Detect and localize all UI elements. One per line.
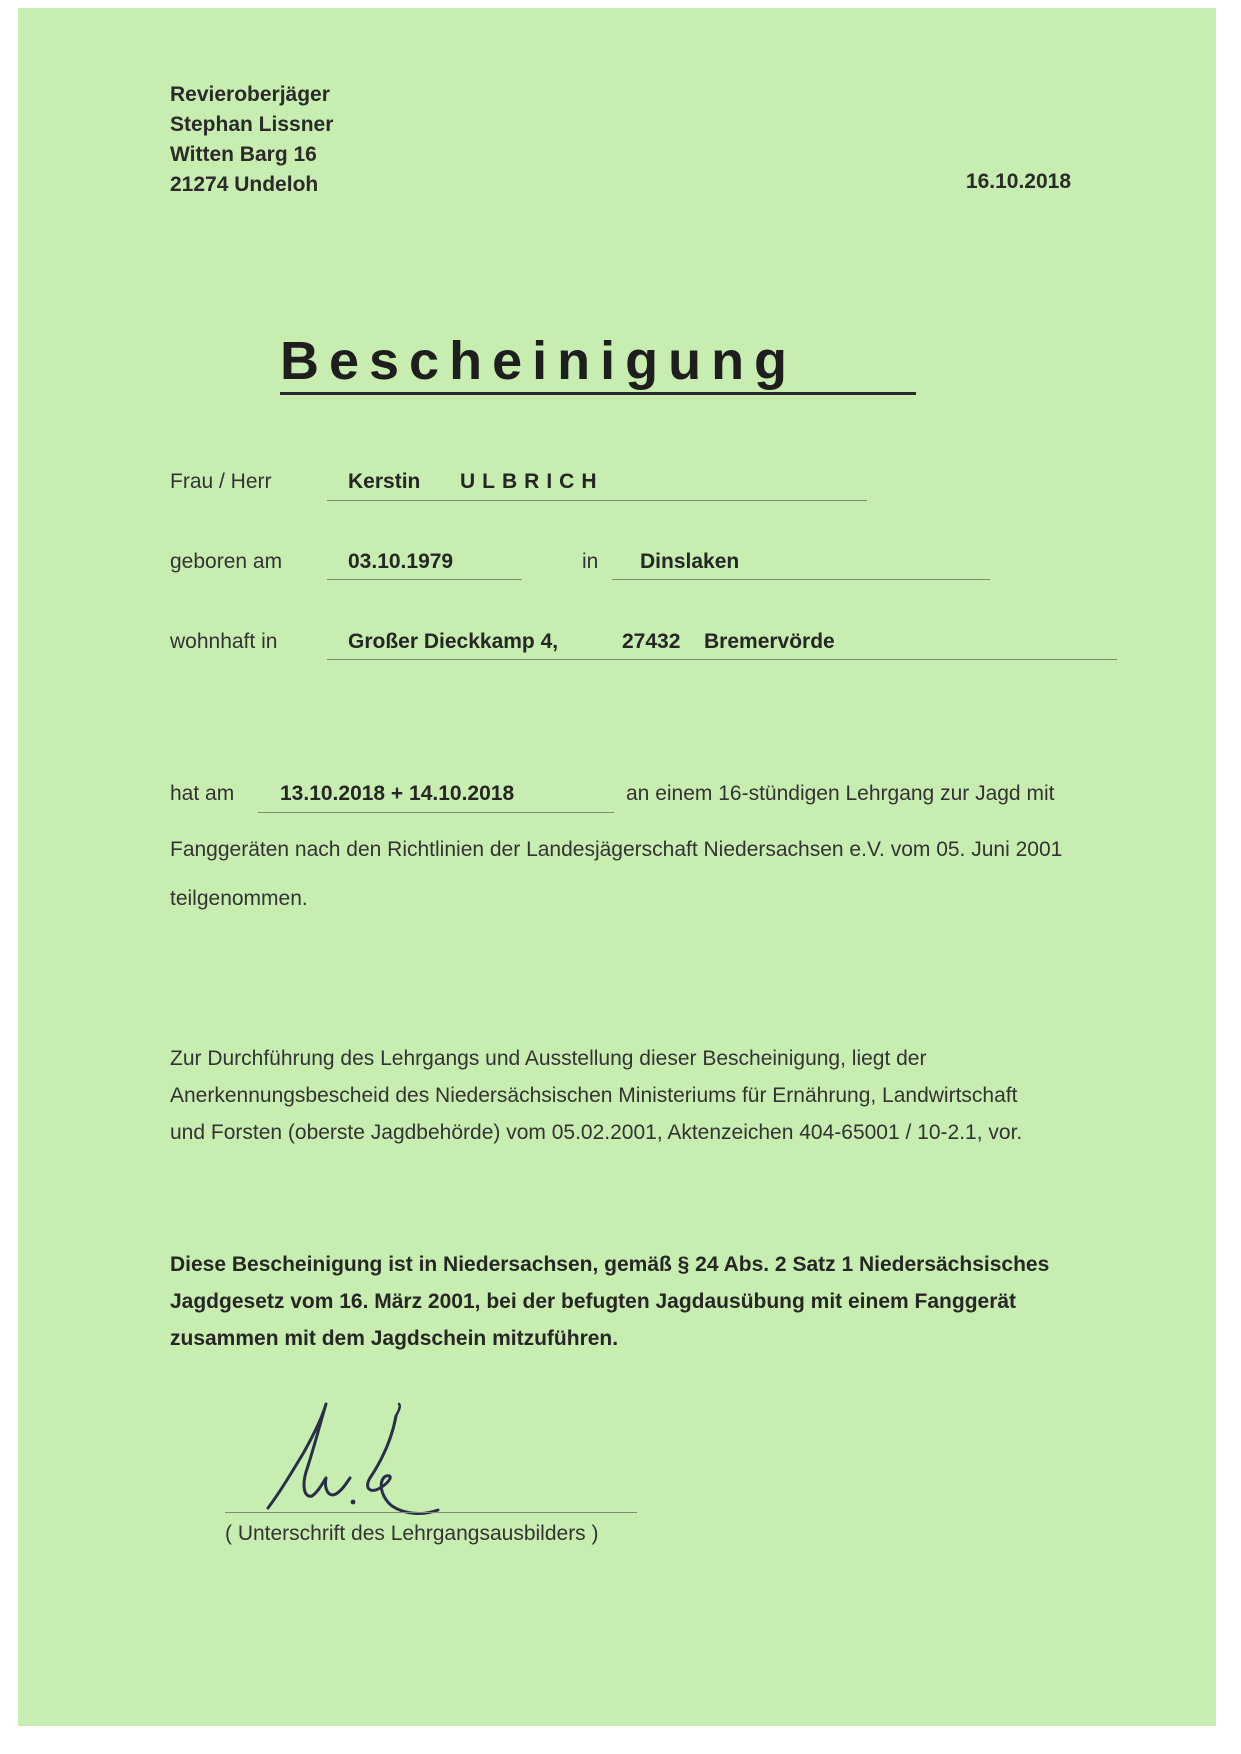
sender-name: Stephan Lissner [170, 113, 334, 136]
first-name: Kerstin [348, 470, 421, 493]
signature-line [225, 1512, 637, 1513]
last-name: ULBRICH [460, 470, 604, 493]
course-line3: teilgenommen. [170, 887, 308, 910]
course-line1: an einem 16-stündigen Lehrgang zur Jagd mit [626, 782, 1055, 805]
course-dates: 13.10.2018 + 14.10.2018 [280, 782, 515, 805]
document-title: Bescheinigung [280, 331, 798, 391]
notice-line3: zusammen mit dem Jagdschein mitzuführen. [170, 1327, 619, 1350]
authorization-line2: Anerkennungsbescheid des Niedersächsischen Ministeriums für Ernährung, Landwirtschaft [170, 1084, 1018, 1107]
street-address: Großer Dieckkamp 4, [348, 630, 559, 653]
signature-caption: ( Unterschrift des Lehrgangsausbilders ) [225, 1522, 599, 1545]
name-rule [327, 500, 867, 501]
birth-label: geboren am [170, 550, 283, 573]
postal-code: 27432 [622, 630, 681, 653]
birth-place-label: in [582, 550, 599, 573]
birth-date: 03.10.1979 [348, 550, 454, 573]
salutation-label: Frau / Herr [170, 470, 272, 493]
birth-place: Dinslaken [640, 550, 740, 573]
course-dates-rule [258, 812, 614, 813]
residence-rule [327, 659, 1117, 660]
title-underline [280, 392, 916, 395]
issue-date: 16.10.2018 [965, 170, 1071, 193]
birth-date-rule [327, 579, 522, 580]
handwritten-signature [258, 1400, 458, 1525]
course-date-label: hat am [170, 782, 235, 805]
sender-city: 21274 Undeloh [170, 173, 319, 196]
sender-title: Revieroberjäger [170, 83, 330, 106]
notice-line2: Jagdgesetz vom 16. März 2001, bei der befugten Jagdausübung mit einem Fanggerät [170, 1290, 1017, 1313]
residence-city: Bremervörde [704, 630, 835, 653]
sender-street: Witten Barg 16 [170, 143, 317, 166]
authorization-line3: und Forsten (oberste Jagdbehörde) vom 05.02.2001, Aktenzeichen 404-65001 / 10-2.1, vor. [170, 1121, 1023, 1144]
authorization-line1: Zur Durchführung des Lehrgangs und Ausstellung dieser Bescheinigung, liegt der [170, 1047, 927, 1070]
course-line2: Fanggeräten nach den Richtlinien der Landesjägerschaft Niedersachsen e.V. vom 05. Juni 2001 [170, 838, 1063, 861]
residence-label: wohnhaft in [170, 630, 278, 653]
birth-place-rule [612, 579, 990, 580]
notice-line1: Diese Bescheinigung ist in Niedersachsen, gemäß § 24 Abs. 2 Satz 1 Niedersächsisches [170, 1253, 1050, 1276]
